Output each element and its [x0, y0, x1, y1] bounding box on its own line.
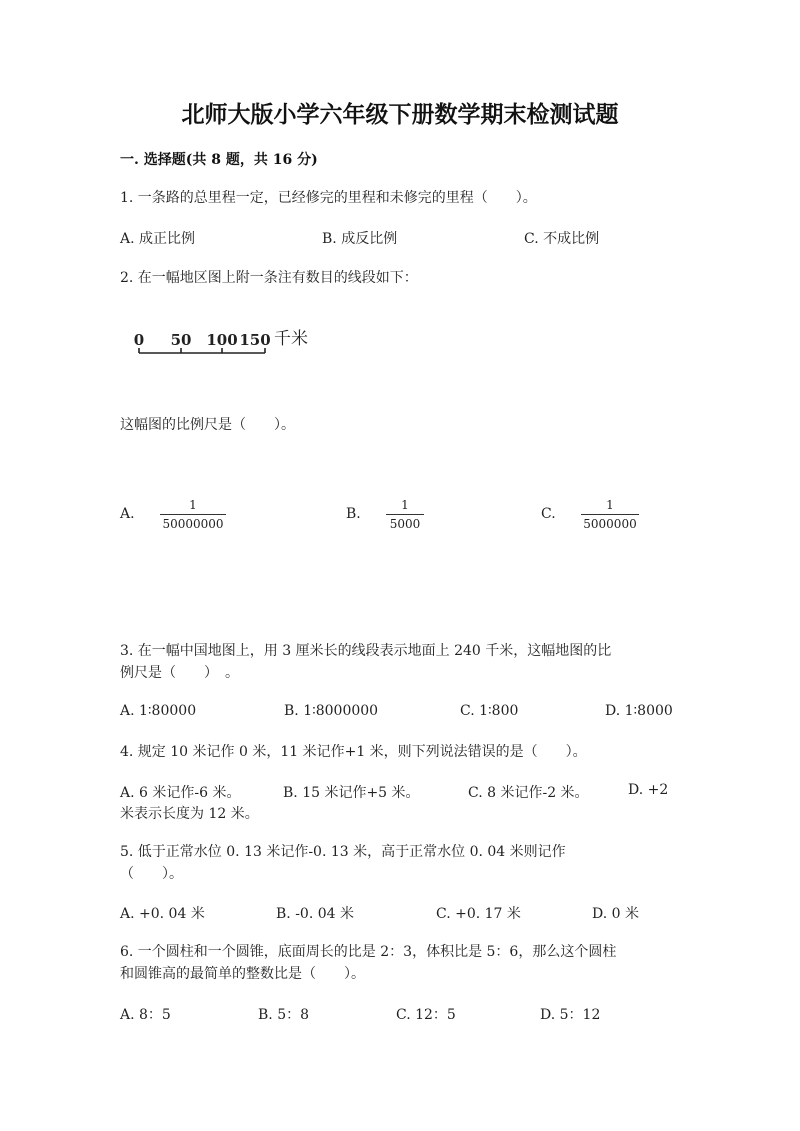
fraction-denominator: 5000: [389, 517, 421, 531]
question-3-option-c: C. 1∶800: [460, 703, 519, 719]
question-2-prompt: 这幅图的比例尺是（ ）。: [120, 417, 295, 433]
question-4-option-c: C. 8 米记作-2 米。: [468, 785, 589, 801]
question-3-option-b: B. 1∶8000000: [284, 703, 379, 719]
scale-tick-label-50: 50: [170, 331, 192, 349]
question-5-option-b: B. -0. 04 米: [276, 906, 354, 922]
question-6-option-c: C. 12：5: [396, 1007, 456, 1023]
question-3-option-a: A. 1∶80000: [120, 703, 197, 719]
fraction-denominator: 5000000: [583, 517, 637, 531]
question-4-option-b: B. 15 米记作+5 米。: [283, 785, 420, 801]
scale-tick-label-100: 100: [206, 331, 238, 349]
question-1-option-c: C. 不成比例: [524, 231, 600, 247]
question-5-text-line1: 5. 低于正常水位 0. 13 米记作-0. 13 米，高于正常水位 0. 04 米则记作: [120, 844, 566, 860]
question-2-option-c-fraction: [581, 498, 639, 531]
question-3-text-line1: 3. 在一幅中国地图上，用 3 厘米长的线段表示地面上 240 千米，这幅地图的比: [120, 643, 612, 659]
fraction-numerator: 1: [401, 498, 409, 512]
scale-bar-figure: [128, 322, 328, 362]
scale-unit-label: 千米: [274, 329, 308, 349]
question-5-option-c: C. +0. 17 米: [436, 906, 521, 922]
scale-tick-label-0: 0: [133, 331, 145, 349]
fraction-numerator: 1: [189, 498, 197, 512]
question-5-option-a: A. +0. 04 米: [120, 906, 205, 922]
question-3-text-line2: 例尺是（ ） 。: [120, 665, 239, 681]
page-title: 北师大版小学六年级下册数学期末检测试题: [181, 101, 619, 128]
question-2-text: 2. 在一幅地区图上附一条注有数目的线段如下：: [120, 270, 418, 286]
question-5-option-d: D. 0 米: [592, 906, 639, 922]
question-4-option-a: A. 6 米记作-6 米。: [120, 785, 241, 801]
question-1-text: 1. 一条路的总里程一定，已经修完的里程和未修完的里程（ ）。: [120, 190, 537, 206]
section-heading: 一. 选择题(共 8 题，共 16 分): [120, 152, 318, 168]
question-6-option-a: A. 8：5: [120, 1007, 171, 1023]
question-2-option-a-label: A.: [120, 506, 135, 522]
fraction-denominator: 50000000: [162, 517, 224, 531]
question-4-option-d-continuation: 米表示长度为 12 米。: [120, 806, 259, 822]
question-1-option-b: B. 成反比例: [322, 231, 398, 247]
question-6-option-b: B. 5：8: [258, 1007, 310, 1023]
question-2-option-b-label: B.: [346, 506, 361, 522]
question-6-text-line2: 和圆锥高的最简单的整数比是（ ）。: [120, 966, 365, 982]
question-6-text-line1: 6. 一个圆柱和一个圆锥，底面周长的比是 2：3，体积比是 5：6，那么这个圆柱: [120, 944, 617, 960]
question-4-option-d: D. +2: [628, 782, 669, 798]
fraction-numerator: 1: [606, 498, 614, 512]
question-2-option-c-label: C.: [541, 506, 556, 522]
question-1-option-a: A. 成正比例: [120, 231, 196, 247]
question-2-option-a-fraction: [160, 498, 226, 531]
scale-tick-label-150: 150: [239, 331, 271, 349]
question-3-option-d: D. 1∶8000: [605, 703, 673, 719]
question-6-option-d: D. 5：12: [540, 1007, 601, 1023]
question-4-text: 4. 规定 10 米记作 0 米，11 米记作+1 米，则下列说法错误的是（ ）。: [120, 744, 587, 760]
question-2-option-b-fraction: [386, 498, 424, 531]
question-5-text-line2: （ ）。: [120, 866, 183, 882]
